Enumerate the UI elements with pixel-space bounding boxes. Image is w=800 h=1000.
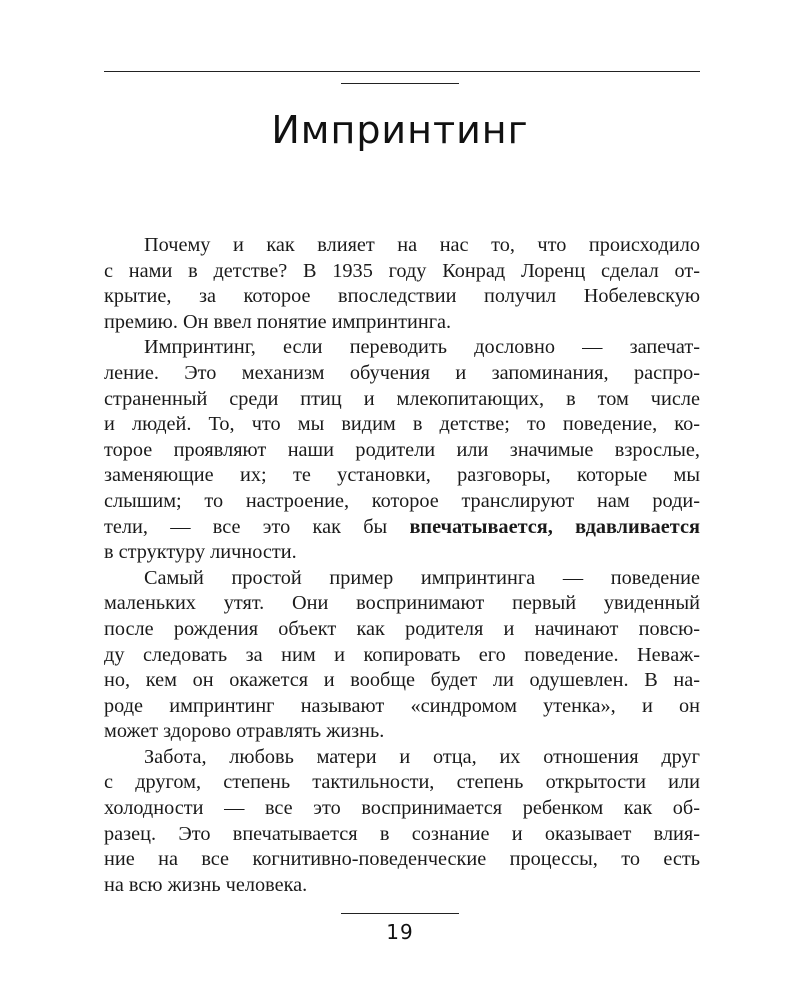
text-line: с нами в детстве? В 1935 году Конрад Лоренц сделал от- (104, 259, 700, 282)
page-number: 19 (386, 920, 414, 944)
text-line: заменяющие их; те установки, разговоры, которые мы (104, 464, 700, 487)
text-line: торое проявляют наши родители или значимые взрослые, (104, 438, 700, 461)
header-rule (104, 71, 700, 72)
text-line: на всю жизнь человека. (104, 873, 308, 896)
text-line: маленьких утят. Они воспринимают первый увиденный (104, 592, 700, 615)
text-line: но, кем он окажется и вообще будет ли одушевлен. В на- (104, 669, 700, 692)
text-line: ление. Это механизм обучения и запоминания, распро- (104, 361, 700, 384)
paragraph-3 (104, 566, 700, 745)
text-line: слышим; то настроение, которое транслируют нам роди- (104, 489, 700, 512)
footer-rule (341, 913, 459, 914)
text-line: холодности — все это воспринимается ребенком как об- (104, 797, 700, 820)
text-line: и людей. То, что мы видим в детстве; то поведение, ко- (104, 413, 700, 436)
paragraph-4 (104, 745, 700, 899)
text-line: премию. Он ввел понятие импринтинга. (104, 310, 452, 333)
text-line: Самый простой пример импринтинга — поведение (144, 566, 700, 589)
chapter-title: Импринтинг (271, 108, 529, 152)
text-line: Почему и как влияет на нас то, что происходило (144, 234, 700, 256)
title-decorative-rule (341, 83, 459, 84)
text-line: Забота, любовь матери и отца, их отношения друг (144, 745, 700, 768)
paragraph-1 (104, 233, 700, 335)
text-line-with-emphasis (104, 515, 700, 541)
text-line: ние на все когнитивно-поведенческие процессы, то есть (104, 848, 700, 871)
text-line: страненный среди птиц и млекопитающих, в том числе (104, 387, 700, 410)
text-line: разец. Это впечатывается в сознание и оказывает влия- (104, 822, 700, 845)
text-segment: тели, — все это как бы (104, 515, 410, 538)
body-text (104, 233, 700, 898)
bold-emphasis: впечатывается, вдавливается (409, 515, 700, 538)
text-line: с другом, степень тактильности, степень открытости или (104, 771, 700, 794)
paragraph-2 (104, 335, 700, 565)
text-line: после рождения объект как родителя и начинают повсю- (104, 617, 700, 640)
text-line: роде импринтинг называют «синдромом утенка», и он (104, 694, 700, 717)
text-line: Импринтинг, если переводить дословно — запечат- (144, 336, 700, 359)
text-line: в структуру личности. (104, 541, 297, 564)
text-line: может здорово отравлять жизнь. (104, 720, 385, 743)
text-line: крытие, за которое впоследствии получил Нобелевскую (104, 285, 700, 308)
text-line: ду следовать за ним и копировать его поведение. Невaж- (104, 643, 700, 666)
